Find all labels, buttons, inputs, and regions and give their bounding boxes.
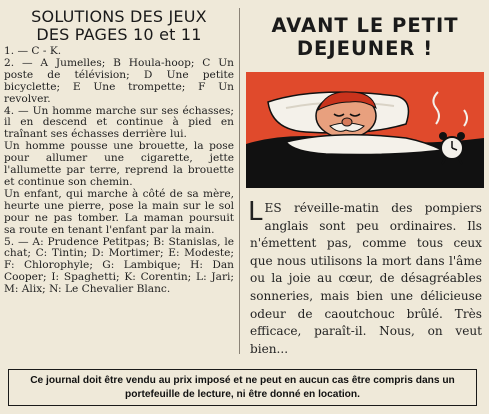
solutions-title-line1: SOLUTIONS DES JEUX (31, 8, 207, 26)
article-dropcap: L (248, 197, 263, 227)
column-divider (239, 8, 240, 354)
solutions-title (4, 8, 234, 44)
article-headline (246, 14, 484, 60)
solution-paragraph: 1. — C - K. (4, 45, 62, 57)
solutions-column (4, 8, 234, 356)
article-body-text: ES réveille-matin des pompiers anglais sont peu ordinaires. Ils n'émettent pas, comme tous ceux que nous utilisons la mort dans l'âme ou la joie au cœur, de désagréables sonneries, mais bien une délicieuse odeur de caoutchouc brûlé. Très efficace, paraît-il. Nous, on veut bien... (250, 201, 482, 356)
solution-paragraph: 4. — Un homme marche sur ses échasses; il en descend et continue à pied en traînant ses échasses derrière lui. (4, 104, 234, 141)
article-column (246, 6, 484, 356)
article-body (248, 197, 482, 358)
headline-line1: AVANT LE PETIT (271, 14, 459, 37)
solutions-title-line2: DES PAGES 10 et 11 (36, 25, 202, 44)
solution-paragraph: Un enfant, qui marche à côté de sa mère, heurte une pierre, pose la main sur le sol pour ne pas tomber. La maman poursuit sa route en tenant l'enfant par la main. (4, 187, 234, 236)
headline-line2: DEJEUNER ! (296, 37, 434, 60)
solution-paragraph: 2. — A Jumelles; B Houla-hoop; C Un poste de télévision; D Une petite bicyclette; E Une trompette; F Un revolver. (4, 56, 234, 105)
sleeping-man-illustration (246, 72, 484, 188)
legal-notice: Ce journal doit être vendu au prix imposé et ne peut en aucun cas être compris dans un portefeuille de lecture, ni être donné en location. (8, 369, 477, 406)
solution-paragraph: Un homme pousse une brouette, la pose pour allumer une cigarette, jette l'allumette par terre, reprend la brouette et continue son chemin. (4, 140, 234, 188)
solution-paragraph: 5. — A: Prudence Petitpas; B: Stanislas, le chat; C: Tintin; D: Mortimer; E: Modeste; F: Chlorophyle; G: Lambique; H: Dan Cooper; I: Spaghetti; K: Corentin; L: Jari; M: Alix; N: Le Chevalier Blanc. (4, 235, 234, 296)
